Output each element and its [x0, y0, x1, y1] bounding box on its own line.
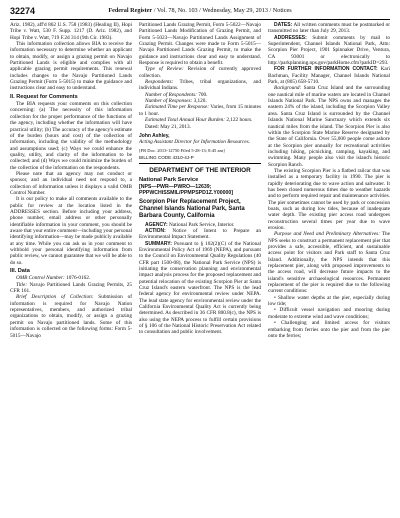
paragraph: The BIA requests your comments on this collection concerning: (a) The necessity of this information collection for the proper performance of the functions of the agency, including whether the information will have practical utility; (b) The accuracy of the agency's estimate of the burden (hours and cost) of the collection of information, including the validity of the methodology and assumptions used; (c) Ways we could enhance the quality, utility, and clarity of the information to be collected; and (d) Ways we could minimize the burden of the collection of the information on the respondents. [10, 101, 132, 171]
field-label: FOR FURTHER INFORMATION CONTACT: [274, 66, 378, 73]
notice-title: Scorpion Pier Replacement Project, Channel Islands National Park, Santa Barbara County, California [139, 198, 245, 219]
field-label: Title: [16, 281, 28, 288]
field-label: Estimated Total Annual Hour Burden: [145, 117, 226, 124]
list-item: • Difficult vessel navigation and mooring during moderate to extreme wind and wave conditions; [268, 307, 390, 320]
paragraph: Please note that an agency may not conduct or sponsor, and an individual need not respond to, a collection of information unless it displays a valid OMB Control Number. [10, 170, 132, 196]
field-value: Notice of Intent to Prepare an Environmental Impact Statement. [139, 227, 261, 241]
field-value: Pursuant to § 102(2)(C) of the National Environmental Policy Act of 1969 (NEPA), and pursuant to the Council on Environmental Quality Regulations (40 CFR part 1500-08), the National Park Service (NPS) is initiating the conservation planning and environmental impact analysis process for the proposed replacement and potential relocation of the existing Scorpion Pier at Santa Cruz Island's eastern waterfront. The NPS is the lead federal agency for environmental review under NEPA. The lead state agency for environmental review under the California Environmental Quality Act is currently being determined. As described in 36 CFR 800.8(c), the NPS is also using the NEPA process to fulfill certain provisions of § 106 of the National Historic Preservation Act related to consultation and public involvement. [139, 240, 261, 336]
page-number: 32274 [10, 6, 36, 16]
field-label: Brief Description of Collection: [16, 294, 94, 301]
field-title [10, 282, 132, 295]
dated-line: Dated: May 21, 2013. [145, 123, 191, 130]
signer-name: John Ashley, [139, 132, 170, 139]
field-label: Purpose and Need and Preliminary Alternatives: [274, 231, 380, 238]
field-value: Revision of currently approved collection. [139, 66, 261, 79]
field-value: The NPS seeks to construct a permanent replacement pier that provides a safe, accessible, efficient, and sustainable access point for visitors and Park staff to Santa Cruz Island. Additionally, the NPS intends that this replacement pier, along with proposed improvements to the access road, will decrease future impacts to the island's sensitive archaeological resources. Permanent replacement of the pier is required due to the following current conditions: [268, 231, 390, 295]
department-heading: DEPARTMENT OF THE INTERIOR [149, 167, 251, 175]
dates-paragraph [268, 22, 390, 35]
running-head [10, 7, 390, 14]
list-item: • Shallow water depths at the pier, especially during low tide; [268, 294, 390, 308]
volume-issue: / Vol. 78, No. 103 / Wednesday, May 29, 2013 / Notices [153, 7, 292, 14]
section-heading: II. Request for Comments [10, 93, 78, 100]
field-label: Type of Review: [145, 66, 184, 73]
field-respondents [139, 79, 261, 92]
service-heading: National Park Service [139, 176, 199, 183]
column-1 [10, 22, 132, 512]
field-value: 3,120. [192, 98, 207, 105]
field-burden [139, 117, 261, 123]
field-value: Kari Bachman, Facility Manager, Channel Islands National Park, at (805) 658-5710. [268, 66, 390, 86]
column-3 [268, 22, 390, 512]
column-2 [139, 22, 261, 512]
field-value: Santa Cruz Island and the surrounding one nautical mile of marine waters are located in Channel Islands National Park. The NPS owns and manages the eastern 24% of the island, including the Scorpion Valley area. Santa Cruz Island is surrounded by the Channel Islands National Marine Sanctuary which extends six nautical miles from the island. The Scorpion Pier is also within the Scorpion State Marine Reserve designated by the State of California. Over 55,000 people come ashore at the Scorpion pier annually for recreational activities including hiking, picnicking, camping, kayaking, and swimming. Many people also visit the island's historic Scorpion Ranch. [268, 85, 390, 168]
page-header [10, 6, 390, 18]
action-line [139, 228, 261, 241]
field-label: DATES: [274, 22, 293, 28]
list-item: • Challenging and limited access for visitors embarking from ferries onto the pier and from the pier onto the ferries; [268, 320, 390, 339]
field-value: 700. [196, 91, 208, 98]
field-value: All written comments must be postmarked or transmitted no later than July 29, 2013. [268, 22, 390, 35]
field-label: Number of Responses: [145, 98, 193, 105]
field-label: ACTION: [145, 227, 166, 234]
field-label: Background: [274, 85, 302, 92]
field-label: AGENCY: [145, 221, 168, 228]
field-label: Estimated Time per Response: [145, 104, 209, 111]
field-label: OMB Control Number: [16, 275, 65, 282]
paragraph: Partitioned Lands Grazing Permit, Form 5-5022—Navajo Partitioned Lands Modification of Grazing Permit, and Form 5-5023—Navajo Partitioned Lands Assignment of Grazing Permit. Changes were made to Form 5-5015—Navajo Partitioned Lands Grazing Permit, to make the guidance and instructions clear and easy to understand. Response is required to obtain a benefit. [139, 22, 261, 67]
field-value: Varies, from 15 minutes to 1 hour. [139, 104, 261, 117]
addresses-paragraph [268, 35, 390, 67]
field-label: Respondents: [145, 79, 174, 86]
field-type [139, 66, 261, 79]
field-value: Submission of information is required for Navajo Nation representatives, members, and authorized tribal organizations to obtain, modify, or assign a grazing permit on Navajo partitioned lands. Some of this information is collected on the following forms: Form 5-5015—Navajo [10, 294, 132, 339]
paragraph: This information collection allows BIA to receive the information necessary to determine whether an applicant to obtain, modify, or assign a grazing permit on Navajo Partitioned Lands is eligible and complies with all applicable grazing permit requirements. This renewal includes changes to the Navajo Partitioned Lands Grazing Permit (Form 5-5015) to make the guidance and instructions clear and easy to understand. [10, 41, 132, 92]
journal-name: Federal Register [108, 7, 153, 14]
divider [139, 163, 261, 164]
purpose-paragraph [268, 231, 390, 294]
field-value: Submit comments by mail to Superintendent, Channel Islands National Park, Attn: Scorpion Pier Project, 1901 Spinnaker Drive, Ventura, CA 93001 or electronically to http://parkplanning.nps.gov/parkHome.cfm?parkID=293. [268, 34, 390, 67]
docket-line: [NPS—PWR—PWRO—12639; PPPWCHISSMIL/PPMPSPD1Z.Y00000] [139, 183, 233, 197]
fr-doc-line: [FR Doc. 2013-12750 Filed 5-28-13; 8:45 am] [139, 147, 225, 153]
contact-paragraph [268, 66, 390, 85]
signer-title: Acting Assistant Director for Information Resources. [139, 139, 250, 146]
header-rule [10, 19, 390, 20]
paragraph: It is our policy to make all comments available to the public for review at the location listed in the ADDRESSES section. Before including your address, phone number, email address or other personally identifiable information in your comment, you should be aware that your entire comment—including your personal identifying information—may be made publicly available at any time. While you can ask us in your comment to withhold your personal identifying information from public review, we cannot guarantee that we will be able to do so. [10, 196, 132, 266]
summary-paragraph [139, 241, 261, 336]
paragraph: The existing Scorpion Pier is a flatbed railcar that was installed as a temporary facility in 1990. The pier is rapidly deteriorating due to wave action and saltwater. It has been closed numerous times due to weather hazards and to perform required repair and maintenance activities. The pier sometimes cannot be used by park or concession boats, such as during low tides, because of inadequate water depth. The existing pier access road undergoes reconstruction several times per year due to wave erosion. [268, 167, 390, 231]
field-value: National Park Service, Interior. [167, 221, 235, 228]
field-value: Navajo Partitioned Lands Grazing Permits, 25 CFR 161. [10, 281, 132, 295]
field-label: SUMMARY: [145, 240, 172, 247]
field-value: Tribes, tribal organizations, and individual Indians. [139, 79, 261, 92]
billing-code: BILLING CODE 4310-4J-P [139, 154, 194, 160]
field-value: 2,122 hours. [225, 117, 253, 124]
field-brief [10, 294, 132, 338]
field-label: ADDRESSES: [274, 34, 307, 41]
field-value: 1076-0162. [64, 275, 91, 282]
background-paragraph [268, 85, 390, 167]
field-label: Number of Respondents: [145, 91, 197, 98]
field-time [139, 104, 261, 117]
section-heading: III. Data [10, 268, 30, 275]
paragraph: Ariz. 1982), aff'd 862 U.S. 758 (1983) (Healing II), Hopi Tribe v. Watt, 530 F. Supp. 1217 (D. Ariz. 1982), and Hopi Tribe v. Watt, 719 F.2d 314 (9th Cir. 1983). [10, 22, 132, 41]
